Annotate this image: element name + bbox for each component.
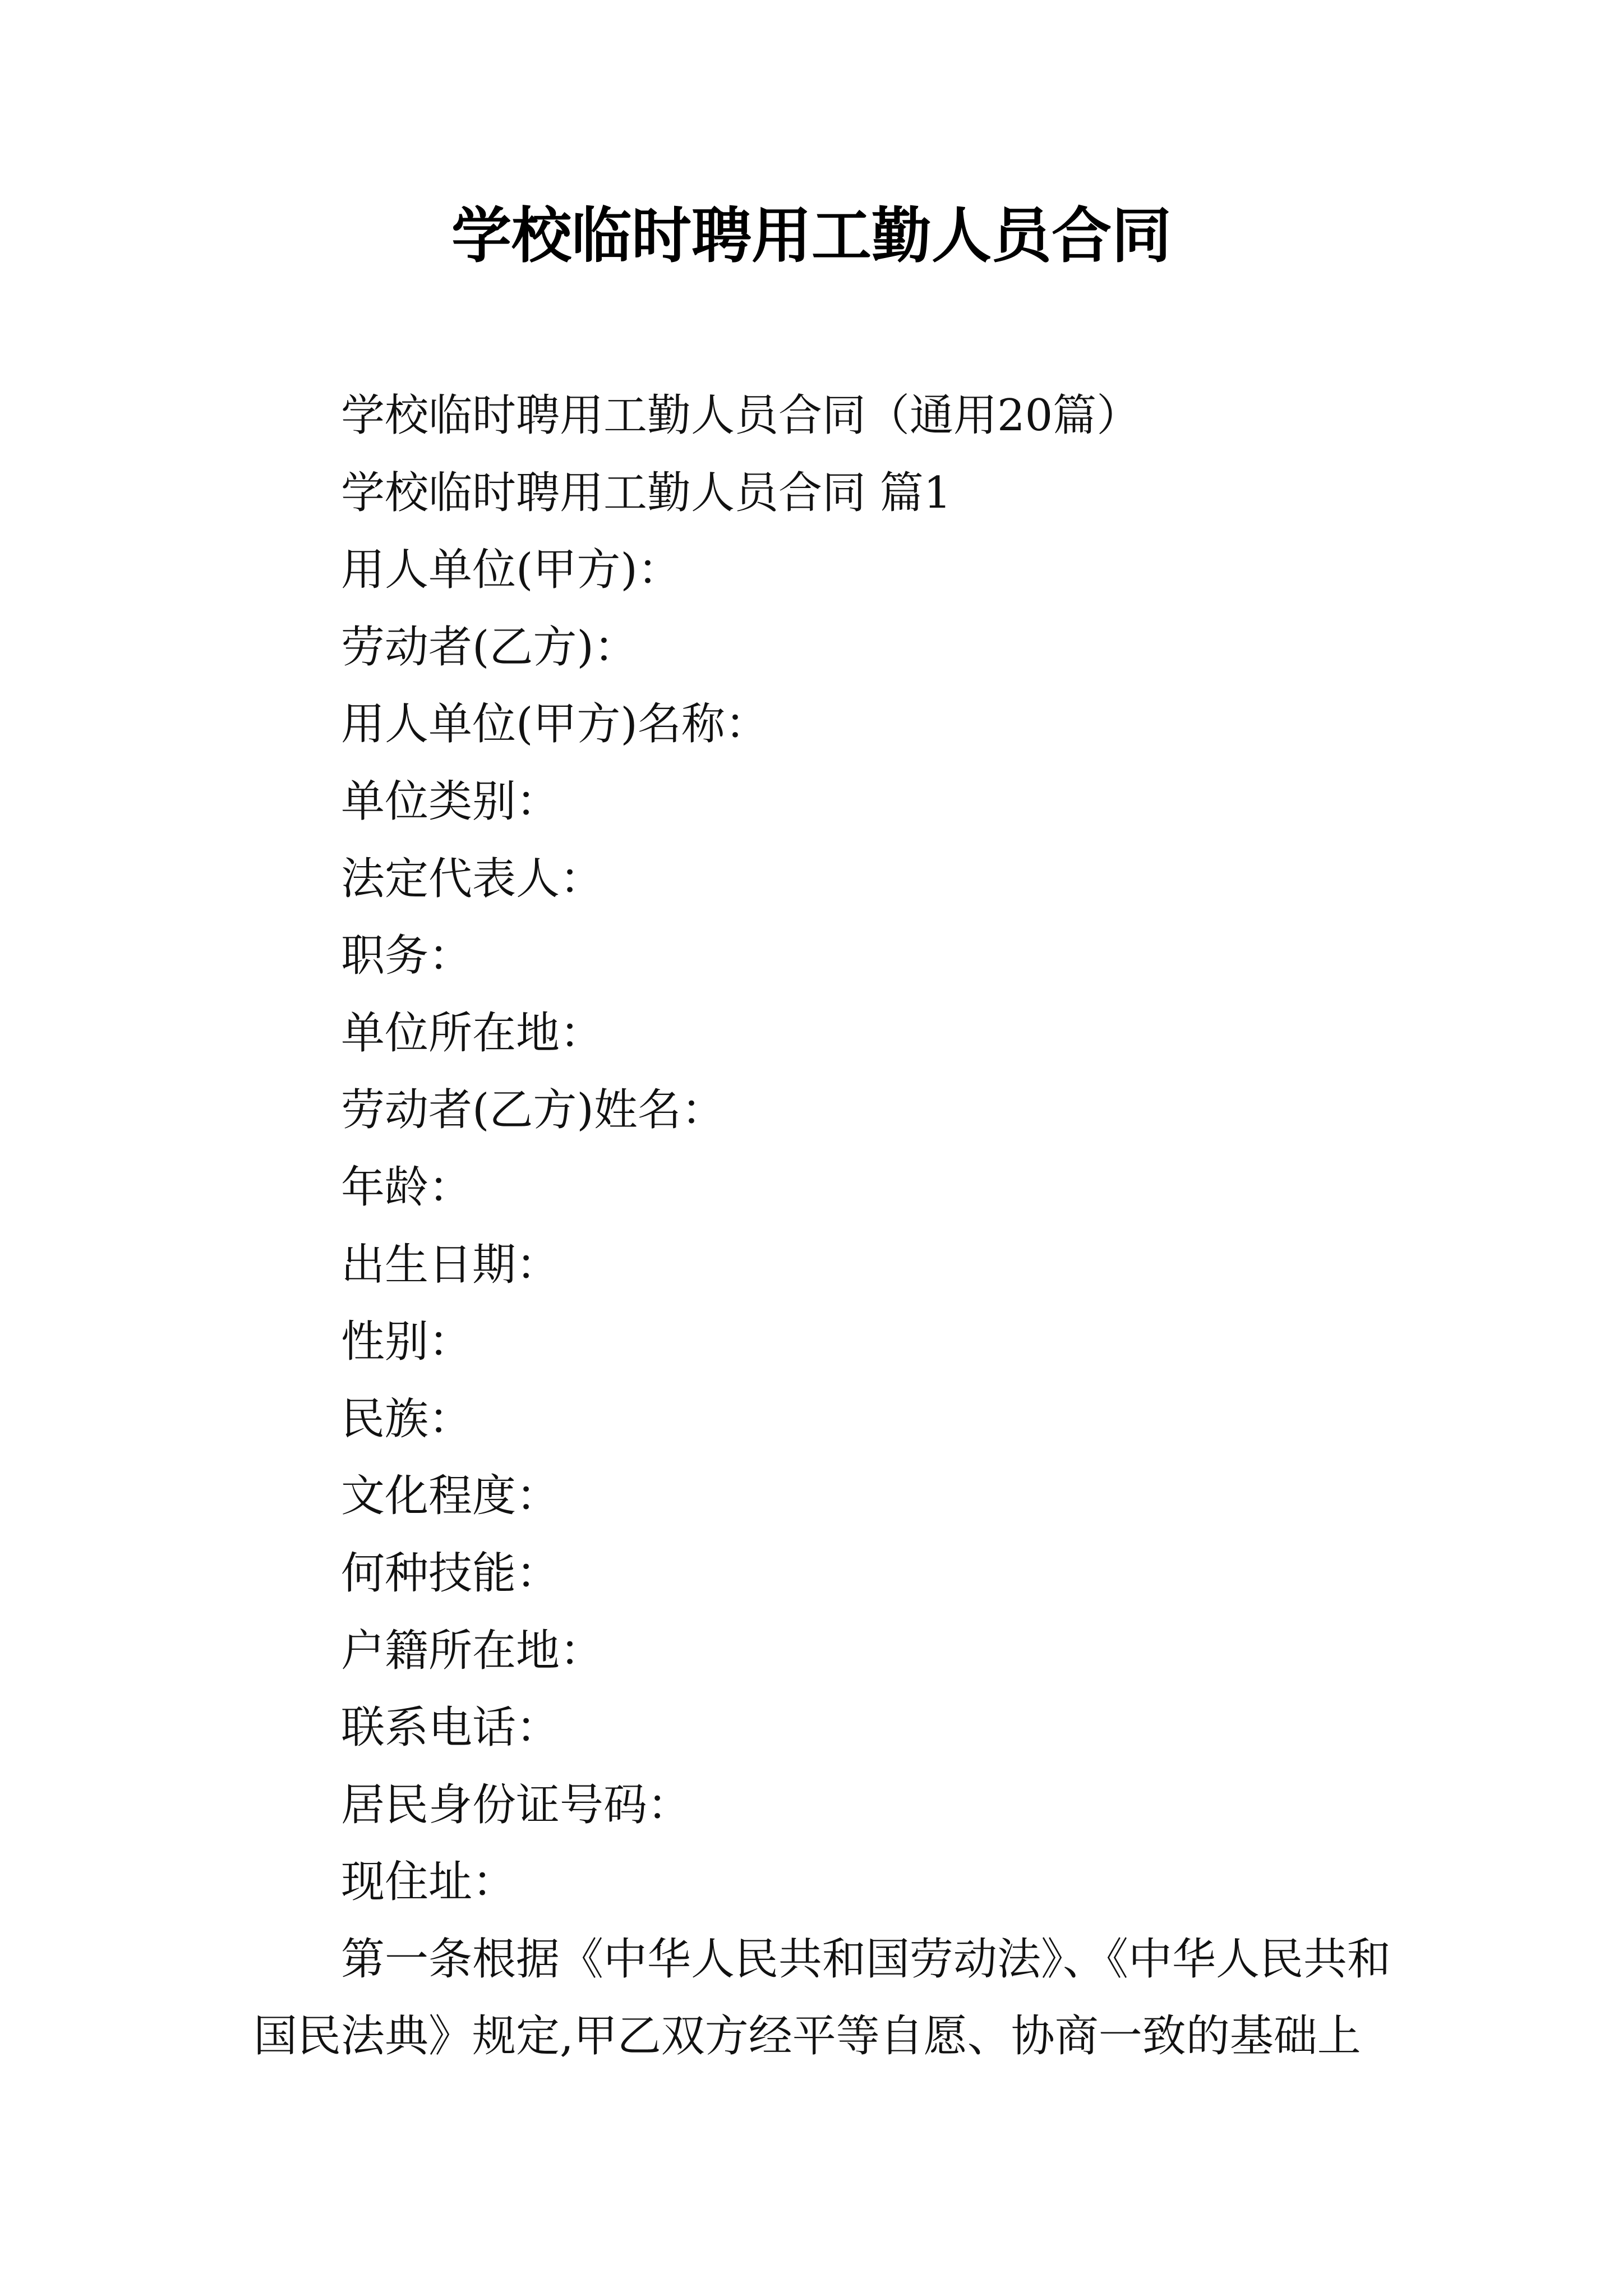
article-1-line-1: 第一条根据《中华人民共和国劳动法》、《中华人民共和 xyxy=(341,1934,1391,1985)
field-id-number: 居民身份证号码： xyxy=(341,1779,691,1830)
field-skills: 何种技能： xyxy=(341,1548,560,1599)
field-gender: 性别： xyxy=(341,1317,473,1368)
field-employer: 用人单位(甲方)： xyxy=(341,545,681,596)
field-employee: 劳动者(乙方)： xyxy=(341,622,638,673)
field-ethnicity: 民族： xyxy=(341,1393,473,1444)
field-phone: 联系电话： xyxy=(341,1703,560,1754)
field-age: 年龄： xyxy=(341,1162,473,1213)
field-education: 文化程度： xyxy=(341,1471,560,1522)
document-title: 学校临时聘用工勤人员合同 xyxy=(451,201,1172,271)
contract-heading: 学校临时聘用工勤人员合同 篇1 xyxy=(341,467,952,518)
field-employee-name: 劳动者(乙方)姓名： xyxy=(341,1085,725,1136)
collection-heading: 学校临时聘用工勤人员合同（通用20篇） xyxy=(341,390,1141,441)
field-current-address: 现住址： xyxy=(341,1857,517,1908)
field-legal-representative: 法定代表人： xyxy=(341,853,604,904)
field-employer-name: 用人单位(甲方)名称： xyxy=(341,699,769,750)
field-unit-address: 单位所在地： xyxy=(341,1007,604,1059)
field-unit-category: 单位类别： xyxy=(341,776,560,827)
field-position: 职务： xyxy=(341,931,473,982)
document-body xyxy=(253,378,1391,2076)
article-1-line-2: 国民法典》规定,甲乙双方经平等自愿、协商一致的基础上 xyxy=(253,2011,1361,2062)
field-household-registration: 户籍所在地： xyxy=(341,1625,604,1676)
field-birth-date: 出生日期： xyxy=(341,1239,560,1290)
